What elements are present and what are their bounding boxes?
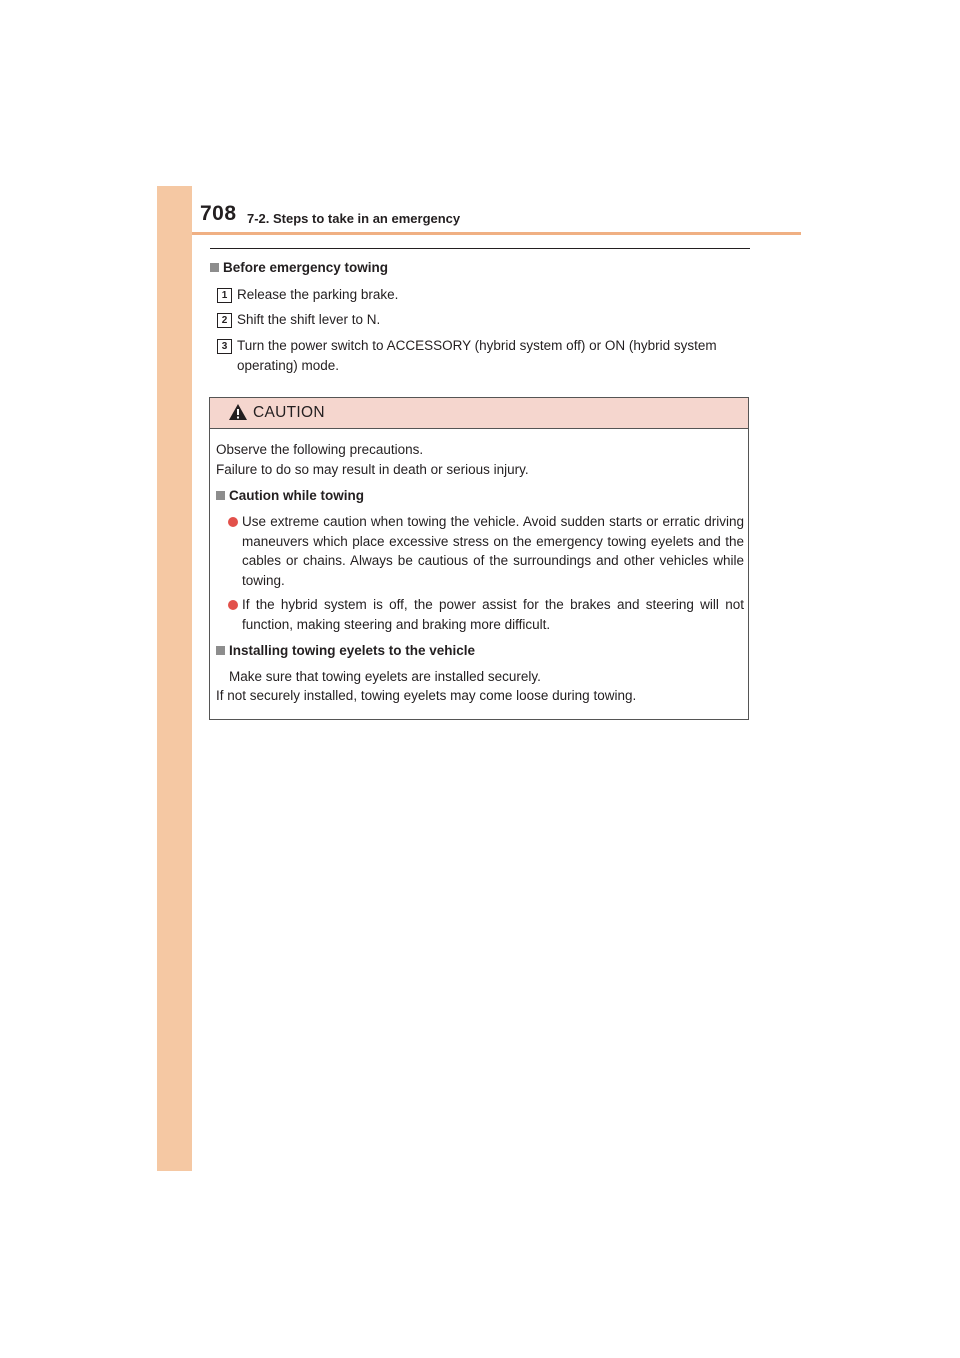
step-text: Turn the power switch to ACCESSORY (hybrid system off) or ON (hybrid system operating) mode. [237, 338, 717, 373]
step-item [217, 336, 749, 375]
caution-label: CAUTION [253, 404, 325, 421]
caution-intro-line: Failure to do so may result in death or serious injury. [216, 462, 529, 477]
bullet-item [228, 512, 744, 590]
caution-line: If not securely installed, towing eyelets may come loose during towing. [216, 688, 637, 703]
caution-subtitle-text: Installing towing eyelets to the vehicle [229, 643, 476, 658]
square-bullet-icon [216, 646, 225, 655]
section-title: 7-2. Steps to take in an emergency [247, 211, 461, 226]
top-rule [210, 248, 750, 249]
caution-subtitle [216, 486, 743, 506]
page-number: 708 [200, 202, 237, 225]
square-bullet-icon [216, 491, 225, 500]
caution-subtitle [216, 641, 743, 661]
caution-box [209, 397, 749, 720]
step-number: 3 [217, 339, 232, 354]
bullet-text: Use extreme caution when towing the vehicle. Avoid sudden starts or erratic driving maneuvers which place excessive stress on the emergency towing eyelets and the cables or chains. Always be cautious of the surroundings and other vehicles while towing. [242, 514, 744, 588]
step-number: 1 [217, 288, 232, 303]
warning-icon [228, 403, 248, 421]
bullet-dot-icon [228, 600, 238, 610]
step-item [217, 285, 749, 305]
step-text: Shift the shift lever to N. [237, 312, 381, 327]
step-number: 2 [217, 313, 232, 328]
bullet-text: If the hybrid system is off, the power assist for the brakes and steering will not function, making steering and braking more difficult. [242, 597, 744, 632]
step-item [217, 310, 749, 330]
caution-intro-line: Observe the following precautions. [216, 442, 424, 457]
caution-header [210, 398, 748, 429]
step-text: Release the parking brake. [237, 287, 399, 302]
side-band [157, 186, 192, 1171]
towing-title-text: Before emergency towing [223, 260, 389, 275]
bullet-dot-icon [228, 517, 238, 527]
square-bullet-icon [210, 263, 219, 272]
bullet-item [228, 595, 744, 634]
towing-title [210, 260, 388, 275]
caution-subtitle-text: Caution while towing [229, 488, 364, 503]
header-bar [192, 232, 801, 235]
caution-line: Make sure that towing eyelets are installed securely. [229, 669, 541, 684]
